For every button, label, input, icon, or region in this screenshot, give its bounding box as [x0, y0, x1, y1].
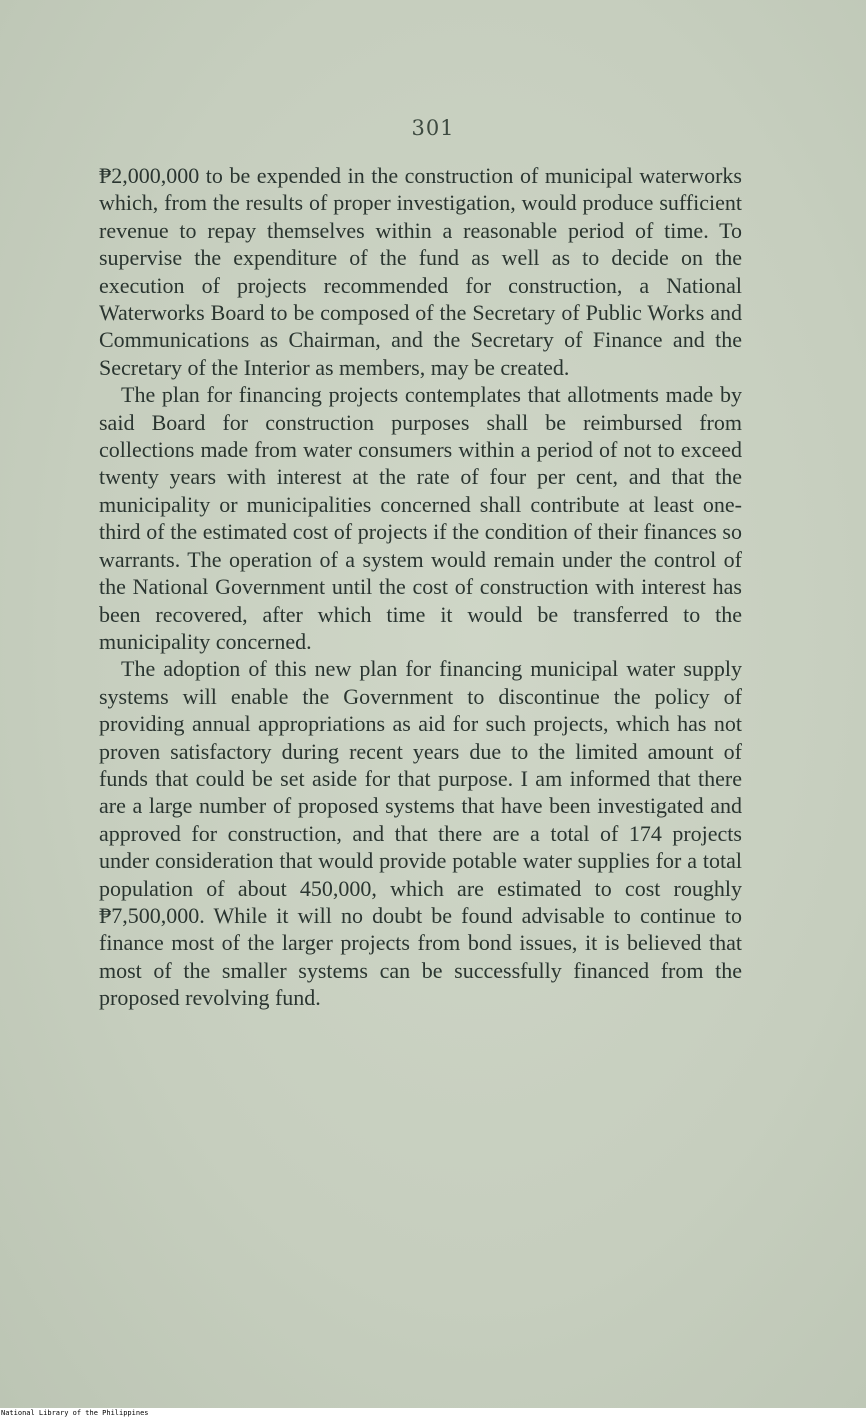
paragraph-3: The adoption of this new plan for financing municipal water supply systems will enable the Government to discontinue the policy of providing annual appropriations as aid for such projects, which has not proven satisfactory during recent years due to the limited amount of funds that could be set aside for that purpose. I am informed that there are a large number of proposed systems that have been investigated and approved for construction, and that there are a total of 174 projects under consideration that would provide potable water supplies for a total population of about 450,000, which are estimated to cost roughly ₱7,500,000. While it will no doubt be found advisable to continue to finance most of the larger projects from bond issues, it is believed that most of the smaller systems can be successfully financed from the proposed revolving fund.	[99, 656, 742, 1011]
library-credit: National Library of the Philippines	[1, 1409, 149, 1417]
body-text	[99, 162, 742, 1012]
paragraph-2: The plan for financing projects contemplates that allotments made by said Board for construction purposes shall be reimbursed from collections made from water consumers within a period of not to exceed twenty years with interest at the rate of four per cent, and that the municipality or municipalities concerned shall contribute at least one-third of the estimated cost of projects if the condition of their finances so warrants. The operation of a system would remain under the control of the National Government until the cost of construction with interest has been recovered, after which time it would be transferred to the municipality concerned.	[99, 382, 742, 654]
page-number: 301	[411, 116, 455, 140]
paragraph-1: ₱2,000,000 to be expended in the construction of municipal waterworks which, from the results of proper investigation, would produce sufficient revenue to repay themselves within a reasonable period of time. To supervise the expenditure of the fund as well as to decide on the execution of projects recommended for construction, a National Waterworks Board to be composed of the Secretary of Public Works and Communications as Chairman, and the Secretary of Finance and the Secretary of the Interior as members, may be created.	[99, 163, 742, 380]
